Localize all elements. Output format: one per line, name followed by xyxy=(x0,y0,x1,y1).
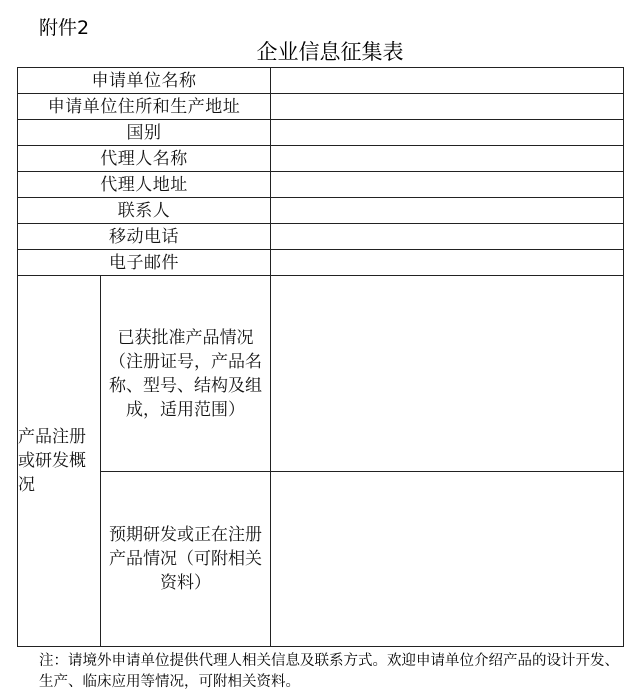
footnote: 注：请境外申请单位提供代理人相关信息及联系方式。欢迎申请单位介绍产品的设计开发、生产、临床应用等情况，可附相关资料。 xyxy=(39,653,619,690)
form-title: 企业信息征集表 xyxy=(256,40,404,64)
table-row xyxy=(18,120,624,146)
product-overview-label: 产品注册或研发概况 xyxy=(18,276,101,647)
row-label-agent-address: 代理人地址 xyxy=(18,172,271,198)
applicant-address-field[interactable] xyxy=(271,94,624,120)
table-row xyxy=(18,172,624,198)
table-row xyxy=(18,472,624,647)
country-field[interactable] xyxy=(271,120,624,146)
applicant-name-field[interactable] xyxy=(271,68,624,94)
pending-products-field[interactable] xyxy=(271,472,624,647)
table-row xyxy=(18,146,624,172)
row-label-mobile: 移动电话 xyxy=(18,224,271,250)
enterprise-info-table xyxy=(17,67,624,647)
row-label-country: 国别 xyxy=(18,120,271,146)
approved-products-field[interactable] xyxy=(271,276,624,472)
table-row xyxy=(18,198,624,224)
approved-products-label: 已获批准产品情况（注册证号，产品名称、型号、结构及组成，适用范围） xyxy=(101,276,271,472)
attachment-label: 附件2 xyxy=(39,17,90,39)
agent-address-field[interactable] xyxy=(271,172,624,198)
mobile-field[interactable] xyxy=(271,224,624,250)
row-label-applicant-name: 申请单位名称 xyxy=(18,68,271,94)
row-label-contact: 联系人 xyxy=(18,198,271,224)
table-row xyxy=(18,224,624,250)
table-row xyxy=(18,94,624,120)
contact-field[interactable] xyxy=(271,198,624,224)
email-field[interactable] xyxy=(271,250,624,276)
table-row xyxy=(18,276,624,472)
table-row xyxy=(18,68,624,94)
row-label-agent-name: 代理人名称 xyxy=(18,146,271,172)
row-label-email: 电子邮件 xyxy=(18,250,271,276)
row-label-applicant-address: 申请单位住所和生产地址 xyxy=(18,94,271,120)
table-row xyxy=(18,250,624,276)
agent-name-field[interactable] xyxy=(271,146,624,172)
pending-products-label: 预期研发或正在注册产品情况（可附相关资料） xyxy=(101,472,271,647)
